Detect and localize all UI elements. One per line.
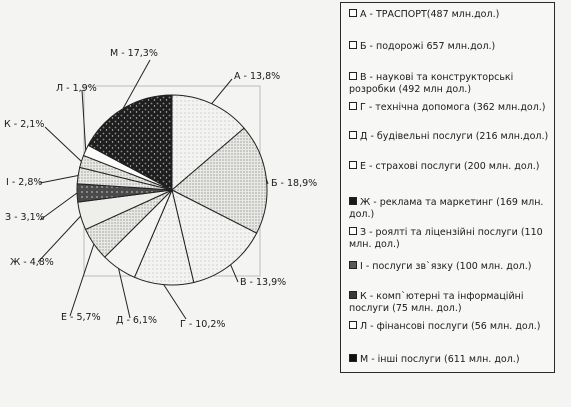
- slice-label-zh: Ж - 4,8%: [10, 257, 54, 268]
- legend-item-l: [349, 321, 549, 333]
- legend-swatch-d: [349, 131, 357, 139]
- legend-item-zh: [349, 197, 549, 221]
- slice-label-v: В - 13,9%: [240, 277, 287, 288]
- slice-label-l: Л - 1,9%: [56, 83, 97, 94]
- legend-swatch-b: [349, 41, 357, 49]
- legend-item-v: [349, 72, 549, 96]
- slice-label-a: А - 13,8%: [234, 71, 281, 82]
- legend-swatch-e: [349, 161, 357, 169]
- legend-item-b: [349, 41, 549, 53]
- legend-swatch-z: [349, 227, 357, 235]
- legend-text-e: Е - страхові послуги (200 млн. дол.): [360, 161, 540, 172]
- legend-item-k: [349, 291, 549, 315]
- legend-item-z: [349, 227, 549, 251]
- legend-text-l: Л - фінансові послуги (56 млн. дол.): [360, 321, 541, 332]
- slice-label-e: Е - 5,7%: [61, 312, 101, 323]
- legend-item-e: [349, 161, 549, 173]
- legend-text-b: Б - подорожі 657 млн.дол.): [360, 41, 496, 52]
- legend-text-zh: Ж - реклама та маркетинг (169 млн. дол.): [349, 197, 544, 220]
- slice-label-k: К - 2,1%: [4, 119, 45, 130]
- legend-swatch-v: [349, 72, 357, 80]
- legend-item-a: [349, 9, 549, 21]
- legend-text-i: І - послуги зв`язку (100 млн. дол.): [360, 261, 532, 272]
- leader-line-k: [45, 127, 81, 161]
- slice-label-b: Б - 18,9%: [271, 178, 318, 189]
- leader-line-e: [70, 244, 94, 316]
- legend-swatch-g: [349, 102, 357, 110]
- legend-text-m: М - інші послуги (611 млн. дол.): [360, 354, 520, 365]
- legend-text-k: К - комп`ютерні та інформаційні послуги (75 млн. дол.): [349, 291, 524, 314]
- leader-line-i: [40, 176, 78, 184]
- legend-swatch-zh: [349, 197, 357, 205]
- legend-text-a: А - ТРАСПОРТ(487 млн.дол.): [360, 9, 500, 20]
- pie-slices: [77, 95, 267, 285]
- legend-text-z: З - роялті та ліцензійні послуги (110 млн. дол.): [349, 227, 543, 250]
- legend: [340, 2, 555, 373]
- leader-line-z: [40, 193, 77, 220]
- slice-label-z: З - 3,1%: [5, 212, 45, 223]
- leader-line-a: [212, 79, 232, 104]
- legend-swatch-i: [349, 261, 357, 269]
- slice-label-d: Д - 6,1%: [116, 315, 158, 326]
- legend-text-v: В - наукові та конструкторські розробки (492 млн дол.): [349, 72, 514, 95]
- slice-label-i: І - 2,8%: [6, 177, 43, 188]
- legend-item-i: [349, 261, 549, 273]
- legend-swatch-a: [349, 9, 357, 17]
- legend-text-d: Д - будівельні послуги (216 млн.дол.): [360, 131, 549, 142]
- legend-item-g: [349, 102, 549, 114]
- legend-swatch-l: [349, 321, 357, 329]
- legend-item-m: [349, 354, 549, 366]
- slice-label-m: М - 17,3%: [110, 48, 158, 59]
- slice-label-g: Г - 10,2%: [180, 319, 226, 330]
- leader-line-v: [231, 265, 238, 282]
- legend-item-d: [349, 131, 549, 143]
- legend-swatch-k: [349, 291, 357, 299]
- legend-text-g: Г - технічна допомога (362 млн.дол.): [360, 102, 546, 113]
- legend-swatch-m: [349, 354, 357, 362]
- leader-line-g: [164, 285, 186, 319]
